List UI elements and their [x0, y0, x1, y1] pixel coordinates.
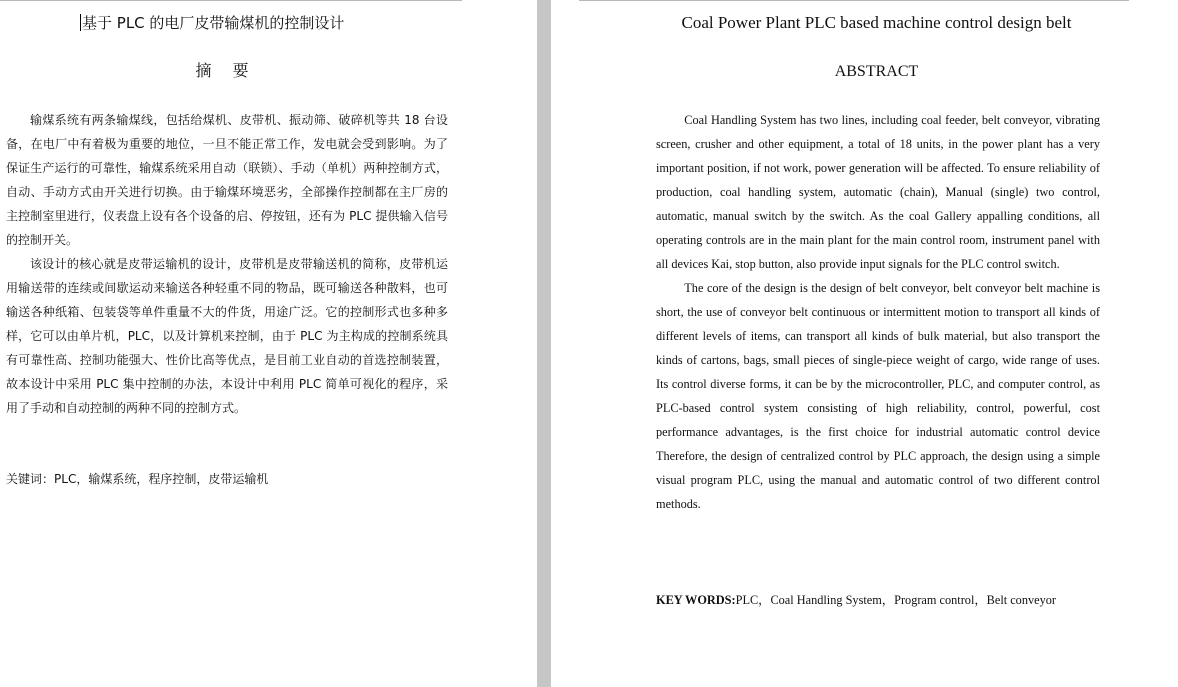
english-abstract-body: [656, 108, 1100, 516]
text-cursor: [80, 14, 81, 31]
document-page-english: [551, 0, 1178, 687]
english-abstract-heading: ABSTRACT: [834, 63, 919, 80]
chinese-title: [80, 13, 344, 33]
page-top-edge: [0, 0, 462, 1]
english-keywords-label: KEY WORDS:: [656, 593, 736, 607]
chinese-abstract-heading: 摘 要: [195, 61, 257, 80]
chinese-paragraph-2: 该设计的核心就是皮带运输机的设计，皮带机是皮带输送机的简称，皮带机运用输送带的连续或间歇运动来输送各种轻重不同的物品，既可输送各种散料，也可输送各种纸箱、包装袋等单件重量不大的件货，用途广泛。它的控制形式也多种多样，它可以由单片机，PLC，以及计算机来控制，由于 PLC 为主构成的控制系统具有可靠性高、控制功能强大、性价比高等优点，是目前工业自动的首选控制装置，故本设计中采用 PLC 集中控制的办法，本设计中利用 PLC 简单可视化的程序，采用了手动和自动控制的两种不同的控制方式。: [6, 257, 448, 415]
chinese-abstract-body: [6, 108, 448, 420]
chinese-title-text: 基于 PLC 的电厂皮带输煤机的控制设计: [82, 14, 345, 32]
english-title: Coal Power Plant PLC based machine control design belt: [681, 13, 1072, 32]
chinese-paragraph-1: 输煤系统有两条输煤线，包括给煤机、皮带机、振动筛、破碎机等共 18 台设备，在电厂中有着极为重要的地位，一旦不能正常工作，发电就会受到影响。为了保证生产运行的可靠性，输煤系统采用自动（联锁）、手动（单机）两种控制方式，自动、手动方式由开关进行切换。由于输煤环境恶劣，全部操作控制都在主厂房的主控制室里进行，仪表盘上设有各个设备的启、停按钮，还有为 PLC 提供输入信号的控制开关。: [6, 113, 448, 247]
english-paragraph-2: The core of the design is the design of belt conveyor, belt conveyor belt machine is short, the use of conveyor belt continuous or intermittent motion to transport all kinds of different levels of items, can transport all kinds of bulk material, but also transport the kinds of cartons, bags, small pieces of single-piece weight of cargo, wide range of uses. Its control diverse forms, it can be by the microcontroller, PLC, and computer control, as PLC-based control system consisting of high reliability, control, powerful, cost performance advantages, is the first choice for industrial automatic control device Therefore, the design of centralized control by PLC approach, the design using a simple visual program PLC, using the manual and automatic control of two different control methods.: [656, 281, 1100, 511]
english-paragraph-1: Coal Handling System has two lines, including coal feeder, belt conveyor, vibrating screen, crusher and other equipment, a total of 18 units, in the power plant has a very important position, if not work, power generation will be affected. To ensure reliability of production, coal handling system, automatic (chain), Manual (single) two control, automatic, manual switch by the switch. As the coal Gallery appalling conditions, all operating controls are in the main plant for the main control room, instrument panel with all devices Kai, stop button, also provide input signals for the PLC control switch.: [656, 113, 1100, 271]
page-gutter: [537, 0, 551, 687]
english-keywords-text: PLC，Coal Handling System，Program control，Belt conveyor: [735, 593, 1056, 607]
chinese-keywords: [6, 467, 452, 491]
document-page-chinese: [0, 0, 462, 687]
page-top-edge: [579, 0, 1129, 1]
chinese-keywords-text: PLC，输煤系统，程序控制，皮带运输机: [54, 472, 269, 486]
chinese-keywords-label: 关键词：: [6, 472, 55, 486]
english-keywords: [656, 588, 1116, 612]
